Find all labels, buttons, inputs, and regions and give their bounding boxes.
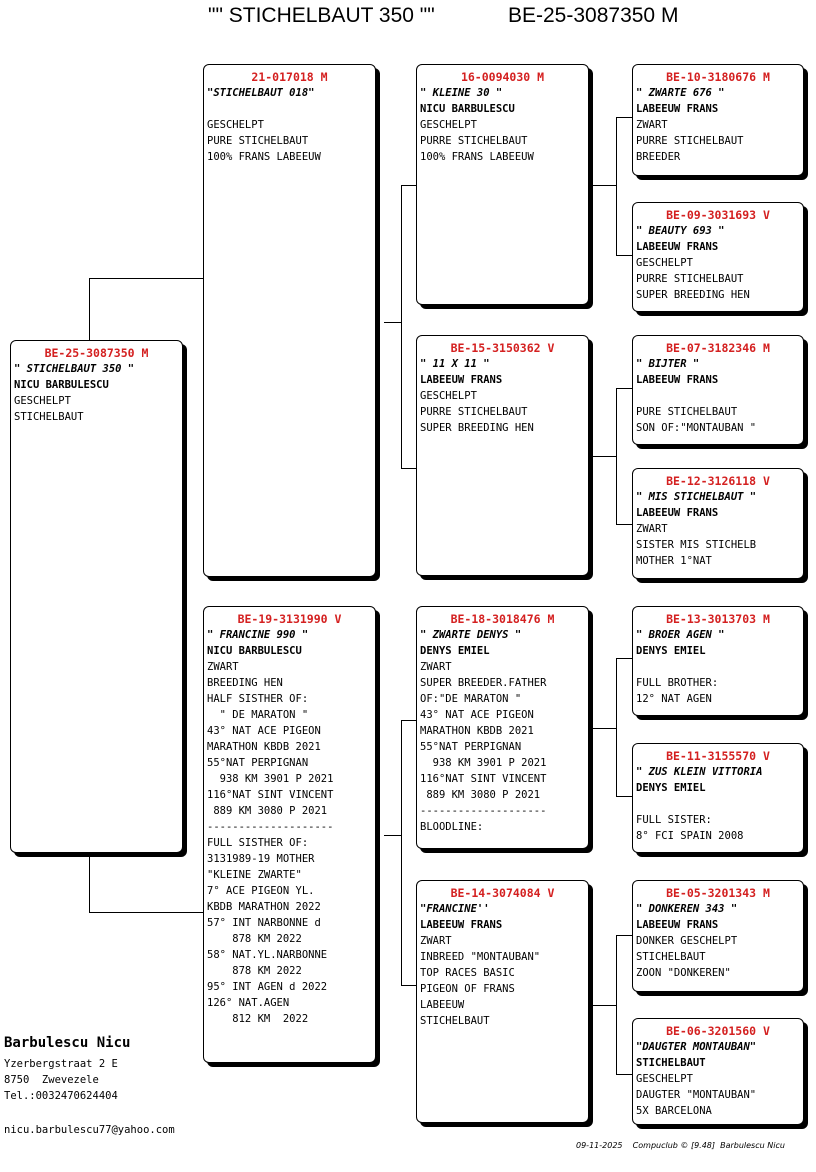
pigeon-name: " STICHELBAUT 350 " xyxy=(14,363,135,375)
card-sire-sire-sire xyxy=(632,64,804,176)
pigeon-name: "STICHELBAUT 018" xyxy=(207,87,315,99)
ring-number: 16-0094030 M xyxy=(460,70,545,84)
info-line: 116°NAT SINT VINCENT xyxy=(420,773,547,785)
connector xyxy=(384,835,402,836)
ring-number: BE-13-3013703 M xyxy=(666,612,770,626)
info-line: INBREED "MONTAUBAN" xyxy=(420,951,541,963)
info-line: 12° NAT AGEN xyxy=(636,693,712,705)
card-dam-sire-sire xyxy=(632,606,804,716)
info-line: 812 KM 2022 xyxy=(207,1013,309,1025)
card-sire xyxy=(203,64,376,577)
ring-number: BE-15-3150362 V xyxy=(450,341,555,355)
card-sire-dam-dam xyxy=(632,468,804,579)
info-line: 116°NAT SINT VINCENT xyxy=(207,789,334,801)
info-line: GESCHELPT xyxy=(14,395,71,407)
info-line: 878 KM 2022 xyxy=(207,933,302,945)
info-line: BLOODLINE: xyxy=(420,821,484,833)
connector xyxy=(401,720,417,721)
info-line: 5X BARCELONA xyxy=(636,1105,712,1117)
breeder-email[interactable]: nicu.barbulescu77@yahoo.com xyxy=(4,1124,175,1136)
info-line: GESCHELPT xyxy=(420,390,477,402)
owner-name: STICHELBAUT xyxy=(636,1057,706,1069)
card-dam-sire xyxy=(416,606,589,849)
breeder-city: 8750 Zwevezele xyxy=(4,1074,99,1086)
info-line: SUPER BREEDER.FATHER xyxy=(420,677,547,689)
info-line: PURRE STICHELBAUT xyxy=(420,135,528,147)
connector xyxy=(401,185,417,186)
pigeon-name: "DAUGTER MONTAUBAN" xyxy=(636,1041,757,1053)
info-line: 55°NAT PERPIGNAN xyxy=(420,741,522,753)
info-line: 889 KM 3080 P 2021 xyxy=(207,805,328,817)
info-line: SUPER BREEDING HEN xyxy=(420,422,534,434)
breeder-phone: Tel.:0032470624404 xyxy=(4,1090,118,1102)
info-line: " DE MARATON " xyxy=(207,709,309,721)
card-subject xyxy=(10,340,183,853)
info-line: -------------------- xyxy=(420,805,547,817)
info-line: MOTHER 1°NAT xyxy=(636,555,712,567)
ring-number: BE-05-3201343 M xyxy=(666,886,770,900)
info-line: 43° NAT ACE PIGEON xyxy=(207,725,321,737)
connector xyxy=(616,388,617,524)
info-line: LABEEUW xyxy=(420,999,465,1011)
connector xyxy=(384,322,402,323)
ring-number: BE-06-3201560 V xyxy=(666,1024,770,1038)
info-line: GESCHELPT xyxy=(420,119,477,131)
info-line: ZWART xyxy=(636,523,668,535)
ring-number: BE-14-3074084 V xyxy=(450,886,555,900)
info-line xyxy=(636,388,800,404)
pigeon-name: " MIS STICHELBAUT " xyxy=(636,491,757,503)
connector xyxy=(401,720,402,985)
connector xyxy=(616,524,633,525)
info-line: GESCHELPT xyxy=(207,119,264,131)
info-line: DONKER GESCHELPT xyxy=(636,935,738,947)
owner-name: NICU BARBULESCU xyxy=(420,103,515,115)
info-line: 95° INT AGEN d 2022 xyxy=(207,981,328,993)
connector xyxy=(89,912,203,913)
ring-number: BE-18-3018476 M xyxy=(450,612,555,626)
pigeon-name: " BROER AGEN " xyxy=(636,629,725,641)
connector xyxy=(590,456,616,457)
connector xyxy=(616,796,633,797)
card-sire-sire xyxy=(416,64,589,305)
connector xyxy=(590,1005,616,1006)
info-line: GESCHELPT xyxy=(636,1073,693,1085)
pigeon-name: " ZUS KLEIN VITTORIA xyxy=(636,766,763,778)
info-line: -------------------- xyxy=(207,821,334,833)
title-pigeon-name: "" STICHELBAUT 350 "" xyxy=(208,4,435,27)
info-line: 889 KM 3080 P 2021 xyxy=(420,789,541,801)
info-line: ZOON "DONKEREN" xyxy=(636,967,731,979)
connector xyxy=(616,117,633,118)
ring-number: BE-10-3180676 M xyxy=(666,70,770,84)
info-line: 3131989-19 MOTHER xyxy=(207,853,315,865)
connector xyxy=(590,185,616,186)
connector xyxy=(401,985,417,986)
pigeon-name: "FRANCINE'' xyxy=(420,903,490,915)
connector xyxy=(616,255,633,256)
info-line: HALF SISTHER OF: xyxy=(207,693,309,705)
ring-number: BE-11-3155570 V xyxy=(666,749,770,763)
info-line: PURE STICHELBAUT xyxy=(636,406,738,418)
pigeon-name: " FRANCINE 990 " xyxy=(207,629,309,641)
card-dam xyxy=(203,606,376,1063)
info-line: STICHELBAUT xyxy=(14,411,84,423)
info-line: ZWART xyxy=(636,119,668,131)
owner-name: NICU BARBULESCU xyxy=(14,379,109,391)
info-line: FULL SISTER: xyxy=(636,814,712,826)
info-line: 938 KM 3901 P 2021 xyxy=(207,773,334,785)
owner-name: LABEEUW FRANS xyxy=(636,103,719,115)
owner-name: LABEEUW FRANS xyxy=(636,241,719,253)
connector xyxy=(616,935,617,1074)
info-line: PURRE STICHELBAUT xyxy=(420,406,528,418)
breeder-street: Yzerbergstraat 2 E xyxy=(4,1058,118,1070)
card-dam-dam-dam xyxy=(632,1018,804,1125)
card-sire-dam-sire xyxy=(632,335,804,445)
info-line: SON OF:"MONTAUBAN " xyxy=(636,422,757,434)
info-line: 8° FCI SPAIN 2008 xyxy=(636,830,744,842)
owner-name: LABEEUW FRANS xyxy=(636,374,719,386)
owner-name: DENYS EMIEL xyxy=(636,645,706,657)
info-line: STICHELBAUT xyxy=(636,951,706,963)
info-line: "KLEINE ZWARTE" xyxy=(207,869,302,881)
info-line: SUPER BREEDING HEN xyxy=(636,289,750,301)
info-line: 126° NAT.AGEN xyxy=(207,997,290,1009)
info-line: ZWART xyxy=(420,661,452,673)
card-sire-sire-dam xyxy=(632,202,804,312)
info-line: 58° NAT.YL.NARBONNE xyxy=(207,949,328,961)
pigeon-name: " KLEINE 30 " xyxy=(420,87,503,99)
owner-name: DENYS EMIEL xyxy=(636,782,706,794)
info-line: BREEDER xyxy=(636,151,681,163)
info-line: STICHELBAUT xyxy=(420,1015,490,1027)
pigeon-name: " 11 X 11 " xyxy=(420,358,490,370)
connector xyxy=(616,388,633,389)
owner-name: LABEEUW FRANS xyxy=(420,919,503,931)
pigeon-name: " ZWARTE 676 " xyxy=(636,87,725,99)
connector xyxy=(590,728,616,729)
card-dam-sire-dam xyxy=(632,743,804,853)
breeder-name: Barbulescu Nicu xyxy=(4,1035,131,1051)
connector xyxy=(89,278,203,279)
connector xyxy=(401,185,402,468)
info-line: PIGEON OF FRANS xyxy=(420,983,515,995)
info-line: 43° NAT ACE PIGEON xyxy=(420,709,534,721)
connector xyxy=(89,857,90,912)
owner-name xyxy=(207,101,372,117)
info-line: 100% FRANS LABEEUW xyxy=(207,151,321,163)
info-line: GESCHELPT xyxy=(636,257,693,269)
connector xyxy=(616,935,633,936)
info-line: KBDB MARATHON 2022 xyxy=(207,901,321,913)
owner-name: NICU BARBULESCU xyxy=(207,645,302,657)
info-line: 100% FRANS LABEEUW xyxy=(420,151,534,163)
info-line: ZWART xyxy=(207,661,239,673)
ring-number: BE-25-3087350 M xyxy=(44,346,149,360)
connector xyxy=(616,658,633,659)
info-line: BREEDING HEN xyxy=(207,677,283,689)
owner-name: LABEEUW FRANS xyxy=(636,507,719,519)
title-ring-number: BE-25-3087350 M xyxy=(508,4,679,27)
info-line: 938 KM 3901 P 2021 xyxy=(420,757,547,769)
ring-number: BE-19-3131990 V xyxy=(237,612,342,626)
pigeon-name: " ZWARTE DENYS " xyxy=(420,629,522,641)
info-line: PURE STICHELBAUT xyxy=(207,135,309,147)
info-line: 57° INT NARBONNE d xyxy=(207,917,321,929)
info-line: 55°NAT PERPIGNAN xyxy=(207,757,309,769)
owner-name: LABEEUW FRANS xyxy=(636,919,719,931)
owner-name: LABEEUW FRANS xyxy=(420,374,503,386)
info-line: DAUGTER "MONTAUBAN" xyxy=(636,1089,757,1101)
connector xyxy=(401,468,417,469)
info-line: 878 KM 2022 xyxy=(207,965,302,977)
info-line: MARATHON KBDB 2021 xyxy=(420,725,534,737)
info-line xyxy=(636,659,800,675)
connector xyxy=(616,117,617,255)
card-sire-dam xyxy=(416,335,589,576)
info-line xyxy=(636,796,800,812)
info-line: 7° ACE PIGEON YL. xyxy=(207,885,315,897)
info-line: SISTER MIS STICHELB xyxy=(636,539,757,551)
info-line: ZWART xyxy=(420,935,452,947)
info-line: MARATHON KBDB 2021 xyxy=(207,741,321,753)
owner-name: DENYS EMIEL xyxy=(420,645,490,657)
print-stamp: 09-11-2025 Compuclub © [9.48] Barbulescu Nicu xyxy=(576,1141,785,1150)
connector xyxy=(616,658,617,796)
info-line: PURRE STICHELBAUT xyxy=(636,273,744,285)
info-line: FULL SISTHER OF: xyxy=(207,837,309,849)
ring-number: 21-017018 M xyxy=(251,70,328,84)
ring-number: BE-09-3031693 V xyxy=(666,208,770,222)
info-line: FULL BROTHER: xyxy=(636,677,719,689)
connector xyxy=(616,1074,633,1075)
connector xyxy=(89,278,90,340)
ring-number: BE-07-3182346 M xyxy=(666,341,770,355)
info-line: PURRE STICHELBAUT xyxy=(636,135,744,147)
pigeon-name: " DONKEREN 343 " xyxy=(636,903,738,915)
pigeon-name: " BEAUTY 693 " xyxy=(636,225,725,237)
card-dam-dam-sire xyxy=(632,880,804,992)
info-line: TOP RACES BASIC xyxy=(420,967,515,979)
pigeon-name: " BIJTER " xyxy=(636,358,700,370)
card-dam-dam xyxy=(416,880,589,1123)
ring-number: BE-12-3126118 V xyxy=(666,474,770,488)
info-line: OF:"DE MARATON " xyxy=(420,693,522,705)
